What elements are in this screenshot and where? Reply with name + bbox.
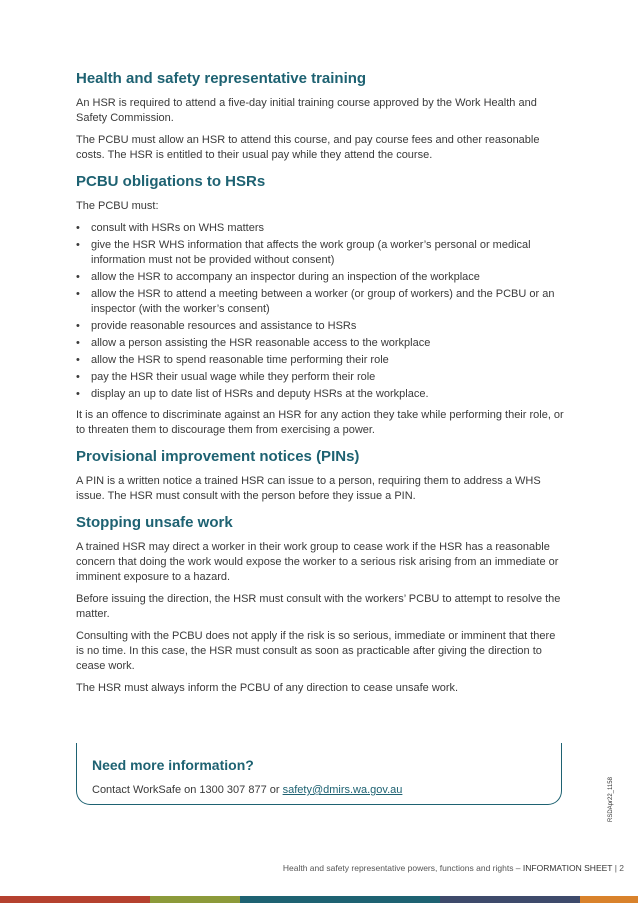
footer-label: INFORMATION SHEET xyxy=(522,863,613,873)
heading-obligations: PCBU obligations to HSRs xyxy=(76,173,266,190)
list-item: • display an up to date list of HSRs and deputy HSRs at the workplace. xyxy=(76,387,566,402)
list-item: • give the HSR WHS information that affects the work group (a worker’s personal or medical information must not be provided without consent) xyxy=(76,238,566,268)
reference-code: RSDApr22_1158 xyxy=(608,777,614,822)
list-item: • provide reasonable resources and assistance to HSRs xyxy=(76,319,566,334)
contact-text: Contact WorkSafe on 1300 307 877 or xyxy=(92,784,283,796)
footer-bar-navy xyxy=(440,896,580,903)
list-item: • allow the HSR to attend a meeting between a worker (or group of workers) and the PCBU or an inspector (with the worker’s consent) xyxy=(76,287,566,317)
section-unsafe-work xyxy=(76,514,566,696)
paragraph: A trained HSR may direct a worker in their work group to cease work if the HSR has a reasonable concern that doing the work would expose the worker to a serious risk arising from an immediate or imminent exposure to a hazard. xyxy=(76,541,559,583)
section-obligations xyxy=(76,173,566,438)
paragraph: The PCBU must allow an HSR to attend this course, and pay course fees and other reasonable costs. The HSR is entitled to their usual pay while they attend the course. xyxy=(76,134,540,161)
info-box-title: Need more information? xyxy=(92,757,254,773)
footer-bar-teal xyxy=(240,896,440,903)
paragraph: An HSR is required to attend a five-day initial training course approved by the Work Health and Safety Commission. xyxy=(76,97,537,124)
list-item: • pay the HSR their usual wage while they perform their role xyxy=(76,370,566,385)
list-item: • allow a person assisting the HSR reasonable access to the workplace xyxy=(76,336,566,351)
paragraph: Consulting with the PCBU does not apply if the risk is so serious, immediate or imminent that there is no time. In this case, the HSR must consult as soon as practicable after giving the direction to cease work. xyxy=(76,630,556,672)
info-box-text xyxy=(92,783,402,797)
page-footer xyxy=(283,863,624,873)
paragraph: It is an offence to discriminate against an HSR for any action they take while performing their role, or to threaten them to discourage them from exercising a power. xyxy=(76,409,564,436)
footer-bar-olive xyxy=(150,896,240,903)
obligations-list xyxy=(76,221,566,402)
list-item: • allow the HSR to accompany an inspector during an inspection of the workplace xyxy=(76,270,566,285)
footer-bar-red xyxy=(0,896,150,903)
page-number: 2 xyxy=(619,863,624,873)
heading-unsafe-work: Stopping unsafe work xyxy=(76,514,233,531)
section-training xyxy=(76,70,566,163)
footer-separator: | xyxy=(612,863,620,873)
footer-text: Health and safety representative powers, functions and rights – xyxy=(282,863,523,873)
paragraph: A PIN is a written notice a trained HSR can issue to a person, requiring them to address a WHS issue. The HSR must consult with the person before they issue a PIN. xyxy=(76,475,541,502)
list-item: • consult with HSRs on WHS matters xyxy=(76,221,566,236)
paragraph: The HSR must always inform the PCBU of any direction to cease unsafe work. xyxy=(76,682,459,694)
list-item: • allow the HSR to spend reasonable time performing their role xyxy=(76,353,566,368)
footer-bar-orange xyxy=(580,896,638,903)
section-pins xyxy=(76,448,566,504)
email-link[interactable]: safety@dmirs.wa.gov.au xyxy=(282,784,403,796)
paragraph: Before issuing the direction, the HSR must consult with the workers’ PCBU to attempt to resolve the matter. xyxy=(76,593,561,620)
heading-training: Health and safety representative training xyxy=(76,70,367,87)
document-body xyxy=(76,70,566,706)
paragraph: The PCBU must: xyxy=(76,200,159,212)
heading-pins: Provisional improvement notices (PINs) xyxy=(76,448,360,465)
